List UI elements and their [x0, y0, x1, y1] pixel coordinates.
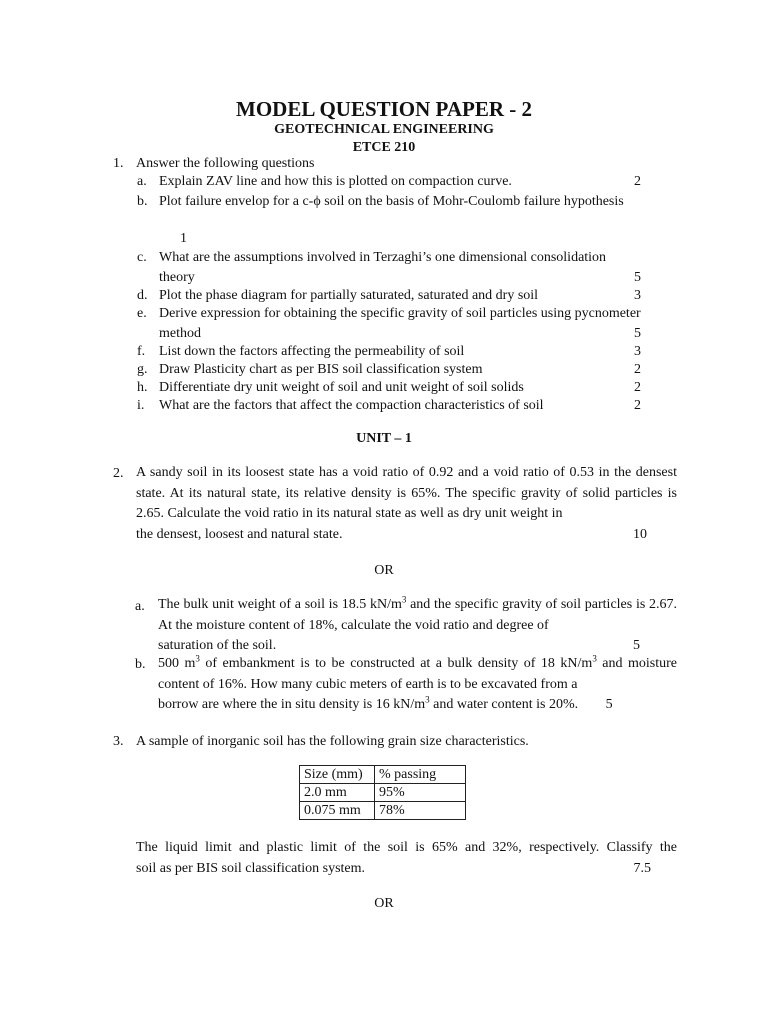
superscript: 3 [195, 653, 200, 664]
question-body: The liquid limit and plastic limit of the soil is 65% and 32%, respectively. Classify the [136, 840, 677, 855]
item-label: e. [137, 306, 147, 321]
item-text: Differentiate dry unit weight of soil and unit weight of soil solids [159, 380, 524, 395]
item-last-line [158, 695, 677, 716]
question-number: 2. [113, 466, 124, 481]
item-marks: 5 [634, 270, 641, 285]
superscript: 3 [592, 653, 597, 664]
question-number: 3. [113, 734, 124, 749]
table-header-cell: Size (mm) [300, 766, 375, 784]
or-separator: OR [374, 896, 394, 911]
item-text-part: and the specific gravity of soil particles is 2.67. At the moisture content of 18%, calculate the void ratio and degree of [158, 597, 677, 633]
item-text [158, 654, 677, 716]
subject-name: GEOTECHNICAL ENGINEERING [274, 122, 494, 137]
question-text [136, 838, 677, 879]
item-label: i. [137, 398, 145, 413]
item-text: Explain ZAV line and how this is plotted on compaction curve. [159, 174, 512, 189]
paper-title: MODEL QUESTION PAPER - 2 [236, 97, 532, 121]
item-text-part: 500 m [158, 656, 196, 671]
item-label: a. [137, 174, 147, 189]
question-text: A sample of inorganic soil has the following grain size characteristics. [136, 734, 529, 749]
question-last-line [136, 525, 677, 546]
table-row [300, 784, 466, 802]
table-row [300, 802, 466, 820]
question-marks: 7.5 [633, 860, 651, 876]
item-label: d. [137, 288, 148, 303]
item-label: b. [135, 657, 146, 672]
item-label: b. [137, 194, 148, 209]
item-last-text: saturation of the soil. [158, 638, 277, 653]
unit-heading: UNIT – 1 [356, 431, 412, 446]
item-text: Plot the phase diagram for partially saturated, saturated and dry soil [159, 288, 539, 303]
item-text: What are the assumptions involved in Terzaghi’s one dimensional consolidation [159, 250, 607, 265]
superscript: 3 [425, 694, 430, 705]
table-header-cell: % passing [375, 766, 466, 784]
item-marks: 2 [634, 174, 641, 189]
item-text-part: of embankment is to be constructed at a bulk density of 18 kN/m [199, 656, 593, 671]
table-cell: 0.075 mm [300, 802, 375, 820]
item-text-continued: theory [159, 270, 195, 285]
question-last-text: the densest, loosest and natural state. [136, 526, 343, 542]
question-number: 1. [113, 156, 124, 171]
question-text: Answer the following questions [136, 156, 315, 171]
question-last-line [136, 859, 677, 880]
item-text-part: The bulk unit weight of a soil is 18.5 kN/m [158, 597, 402, 612]
superscript: 3 [401, 594, 407, 605]
item-marks: 3 [634, 288, 641, 303]
item-label: h. [137, 380, 148, 395]
question-last-text: soil as per BIS soil classification system. [136, 860, 366, 876]
item-text: Draw Plasticity chart as per BIS soil classification system [159, 362, 483, 377]
item-last-text: borrow are where the in situ density is 16 kN/m [158, 697, 426, 712]
table-cell: 2.0 mm [300, 784, 375, 802]
item-text: What are the factors that affect the compaction characteristics of soil [159, 398, 544, 413]
item-label: a. [135, 599, 145, 614]
item-label: f. [137, 344, 146, 359]
or-separator: OR [374, 563, 394, 578]
item-last-text: and water content is 20%. [429, 697, 579, 712]
item-text: List down the factors affecting the permeability of soil [159, 344, 465, 359]
item-marks: 5 [605, 697, 613, 712]
question-text [136, 463, 677, 545]
item-marks: 5 [634, 326, 641, 341]
item-text-continued: method [159, 326, 201, 341]
item-text-part: and moisture content of 16%. How many cubic meters of earth is to be excavated from a [158, 656, 677, 692]
item-text: Derive expression for obtaining the specific gravity of soil particles using pycnometer [159, 306, 641, 321]
item-marks: 5 [633, 638, 640, 653]
table-header-row [300, 766, 466, 784]
question-body: A sandy soil in its loosest state has a void ratio of 0.92 and a void ratio of 0.53 in the densest state. At its natural state, its relative density is 65%. The specific gravity of solid particles is 2.65. Calculate the void ratio in its natural state as well as dry unit weight in [136, 465, 677, 521]
item-text [158, 595, 677, 657]
item-label: c. [137, 250, 147, 265]
item-marks: 3 [634, 344, 641, 359]
item-marks: 1 [180, 231, 187, 246]
course-code: ETCE 210 [352, 140, 416, 155]
item-body [158, 595, 677, 636]
item-marks: 2 [634, 380, 641, 395]
item-body [158, 654, 677, 695]
item-text: Plot failure envelop for a c-ϕ soil on the basis of Mohr-Coulomb failure hypothesis [159, 194, 624, 209]
table-cell: 95% [375, 784, 466, 802]
question-marks: 10 [633, 526, 647, 542]
table-cell: 78% [375, 802, 466, 820]
grain-size-table [299, 765, 466, 820]
item-marks: 2 [634, 398, 641, 413]
item-label: g. [137, 362, 148, 377]
item-marks: 2 [634, 362, 641, 377]
